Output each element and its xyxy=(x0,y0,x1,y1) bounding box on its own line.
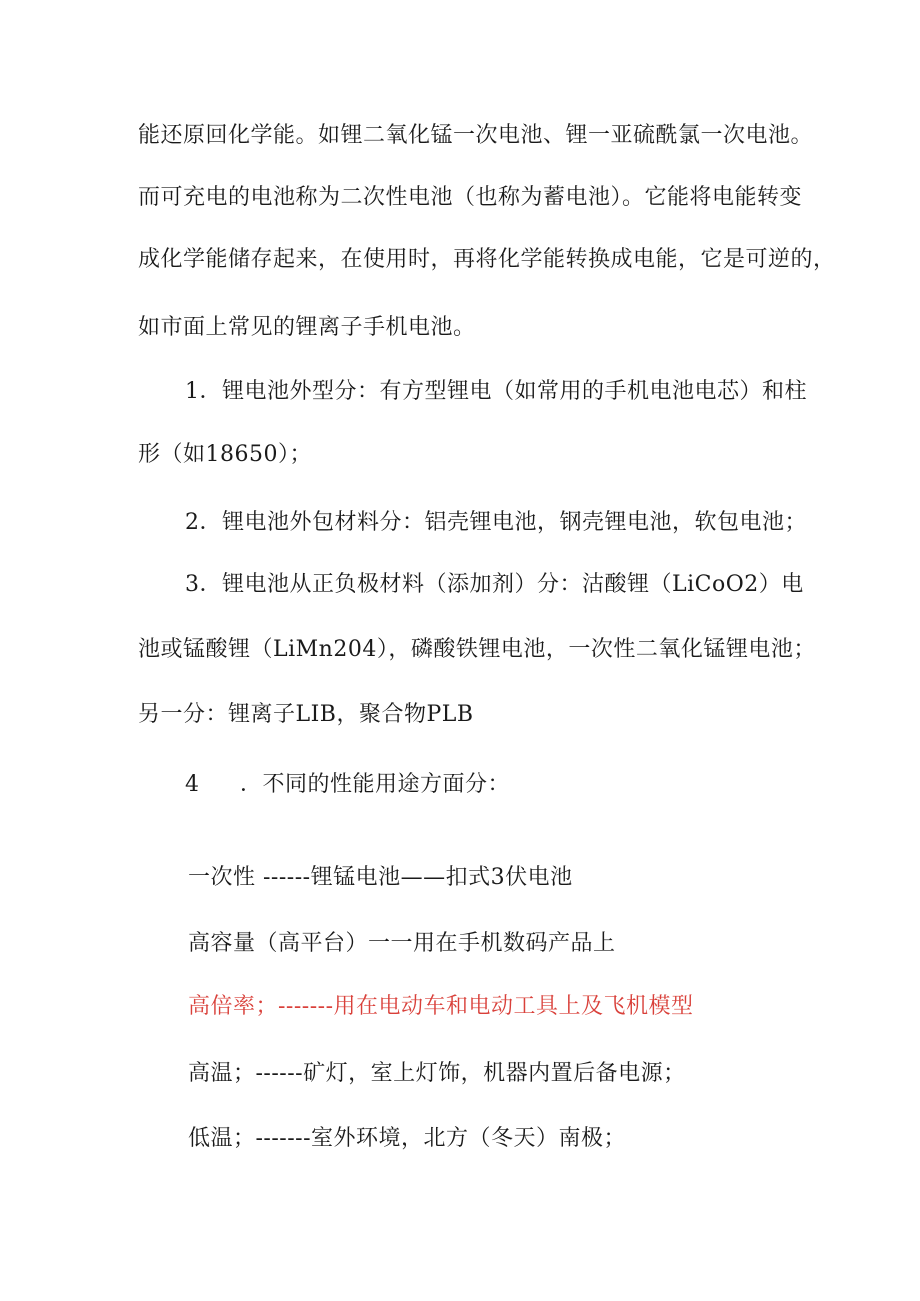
use-line-1: 一次性 ------锂锰电池——扣式3伏电池 xyxy=(188,865,573,890)
item-1-line-2: 形（如18650）； xyxy=(138,442,312,467)
item-1-line-1: 1．锂电池外型分：有方型锂电（如常用的手机电池电芯）和柱 xyxy=(185,379,807,404)
item-4-number: 4 xyxy=(185,772,199,797)
use-line-5: 低温；-------室外环境，北方（冬天）南极； xyxy=(188,1126,627,1151)
item-3-line-1: 3．锂电池从正负极材料（添加剂）分：沽酸锂（LiCoO2）电 xyxy=(185,572,804,597)
intro-line-3: 成化学能储存起来，在使用时，再将化学能转换成电能，它是可逆的， xyxy=(138,247,836,272)
use-line-3: 高倍率；-------用在电动车和电动工具上及飞机模型 xyxy=(188,994,694,1019)
item-3-line-3: 另一分：锂离子LIB，聚合物PLB xyxy=(138,702,474,727)
item-3-line-2: 池或锰酸锂（LiMn204），磷酸铁锂电池，一次性二氧化锰锂电池； xyxy=(138,637,816,662)
item-2-line-1: 2．锂电池外包材料分：铝壳锂电池，钢壳锂电池，软包电池； xyxy=(185,510,807,535)
use-line-2: 高容量（高平台）一一用在手机数码产品上 xyxy=(188,931,616,956)
use-line-4: 高温；------矿灯，室上灯饰，机器内置后备电源； xyxy=(188,1061,686,1086)
intro-line-4: 如市面上常见的锂离子手机电池。 xyxy=(138,315,476,340)
item-4-text: ．不同的性能用途方面分： xyxy=(240,772,511,797)
intro-line-2: 而可充电的电池称为二次性电池（也称为蓄电池）。它能将电能转变 xyxy=(138,185,803,210)
intro-line-1: 能还原回化学能。如锂二氧化锰一次电池、锂一亚硫酰氯一次电池。 xyxy=(138,123,814,148)
